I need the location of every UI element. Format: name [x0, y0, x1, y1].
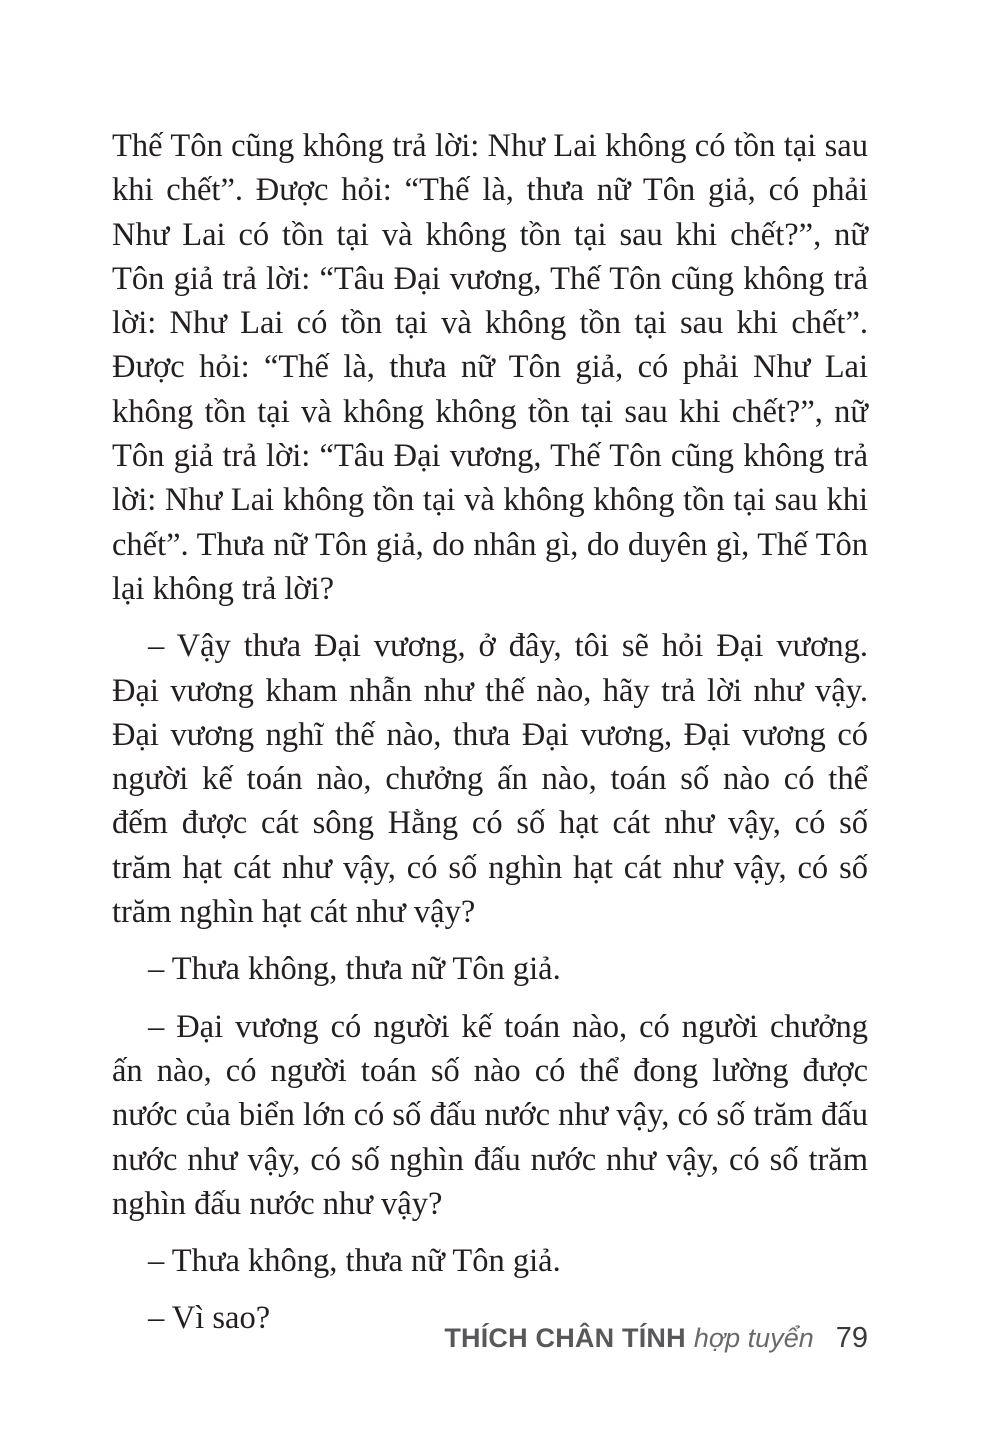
body-paragraph-2: – Vậy thưa Đại vương, ở đây, tôi sẽ hỏi Đại vương. Đại vương kham nhẫn như thế nào, hãy trả lời như vậy. Đại vương nghĩ thế nào, thưa Đại vương, Đại vương có người kế toán nào, chưởng ấn nào, toán số nào có thể đếm được cát sông Hằng có số hạt cát như vậy, có số trăm hạt cát như vậy, có số nghìn hạt cát như vậy, có số trăm nghìn hạt cát như vậy? [112, 628, 868, 931]
footer-subtitle: hợp tuyển [693, 1323, 814, 1353]
page-number: 79 [835, 1322, 868, 1354]
page-body [112, 124, 868, 1354]
footer-author: THÍCH CHÂN TÍNH [444, 1323, 686, 1353]
body-paragraph-3: – Thưa không, thưa nữ Tôn giả. [148, 951, 561, 988]
body-paragraph-4: – Đại vương có người kế toán nào, có người chưởng ấn nào, có người toán số nào có thể đong lường được nước của biển lớn có số đấu nước như vậy, có số trăm đấu nước như vậy, có số nghìn đấu nước như vậy, có số trăm nghìn đấu nước như vậy? [112, 1008, 868, 1222]
page-footer [112, 1322, 868, 1372]
body-paragraph-6: – Vì sao? [148, 1300, 271, 1337]
body-paragraph-5: – Thưa không, thưa nữ Tôn giả. [148, 1243, 561, 1280]
body-paragraph-1: Thế Tôn cũng không trả lời: Như Lai không có tồn tại sau khi chết”. Được hỏi: “Thế là, thưa nữ Tôn giả, có phải Như Lai có tồn tại và không tồn tại sau khi chết?”, nữ Tôn giả trả lời: “Tâu Đại vương, Thế Tôn cũng không trả lời: Như Lai có tồn tại và không tồn tại sau khi chết”. Được hỏi: “Thế là, thưa nữ Tôn giả, có phải Như Lai không tồn tại và không không tồn tại sau khi chết?”, nữ Tôn giả trả lời: “Tâu Đại vương, Thế Tôn cũng không trả lời: Như Lai không tồn tại và không không tồn tại sau khi chết”. Thưa nữ Tôn giả, do nhân gì, do duyên gì, Thế Tôn lại không trả lời? [112, 128, 868, 607]
